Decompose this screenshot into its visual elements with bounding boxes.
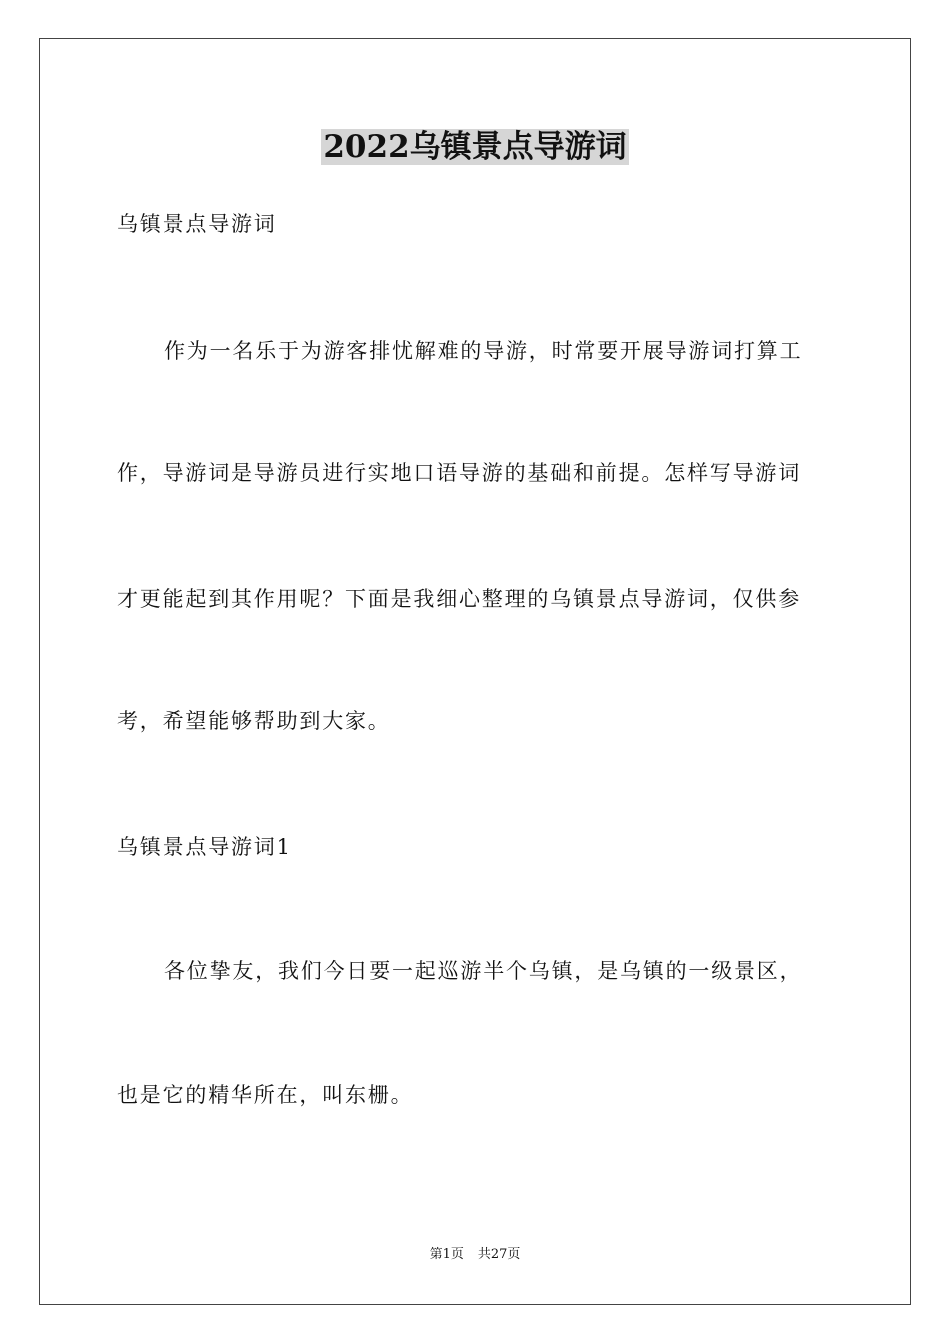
- section-heading: 乌镇景点导游词1: [117, 835, 292, 859]
- page-footer: [0, 1246, 950, 1264]
- page-total: 共27页: [477, 1247, 521, 1262]
- paragraph-line: 才更能起到其作用呢？下面是我细心整理的乌镇景点导游词，仅供参: [117, 587, 801, 611]
- document-title: [0, 127, 950, 167]
- paragraph-line: 考，希望能够帮助到大家。: [117, 709, 391, 733]
- subtitle-line: 乌镇景点导游词: [117, 212, 277, 236]
- document-title-text: 2022乌镇景点导游词: [323, 129, 627, 165]
- page-number: 第1页: [429, 1247, 464, 1262]
- paragraph-line: 各位挚友，我们今日要一起巡游半个乌镇，是乌镇的一级景区，: [164, 959, 803, 983]
- paragraph-line: 作，导游词是导游员进行实地口语导游的基础和前提。怎样写导游词: [117, 461, 801, 485]
- paragraph-line: 作为一名乐于为游客排忧解难的导游，时常要开展导游词打算工: [164, 339, 803, 363]
- paragraph-line: 也是它的精华所在，叫东栅。: [117, 1083, 414, 1107]
